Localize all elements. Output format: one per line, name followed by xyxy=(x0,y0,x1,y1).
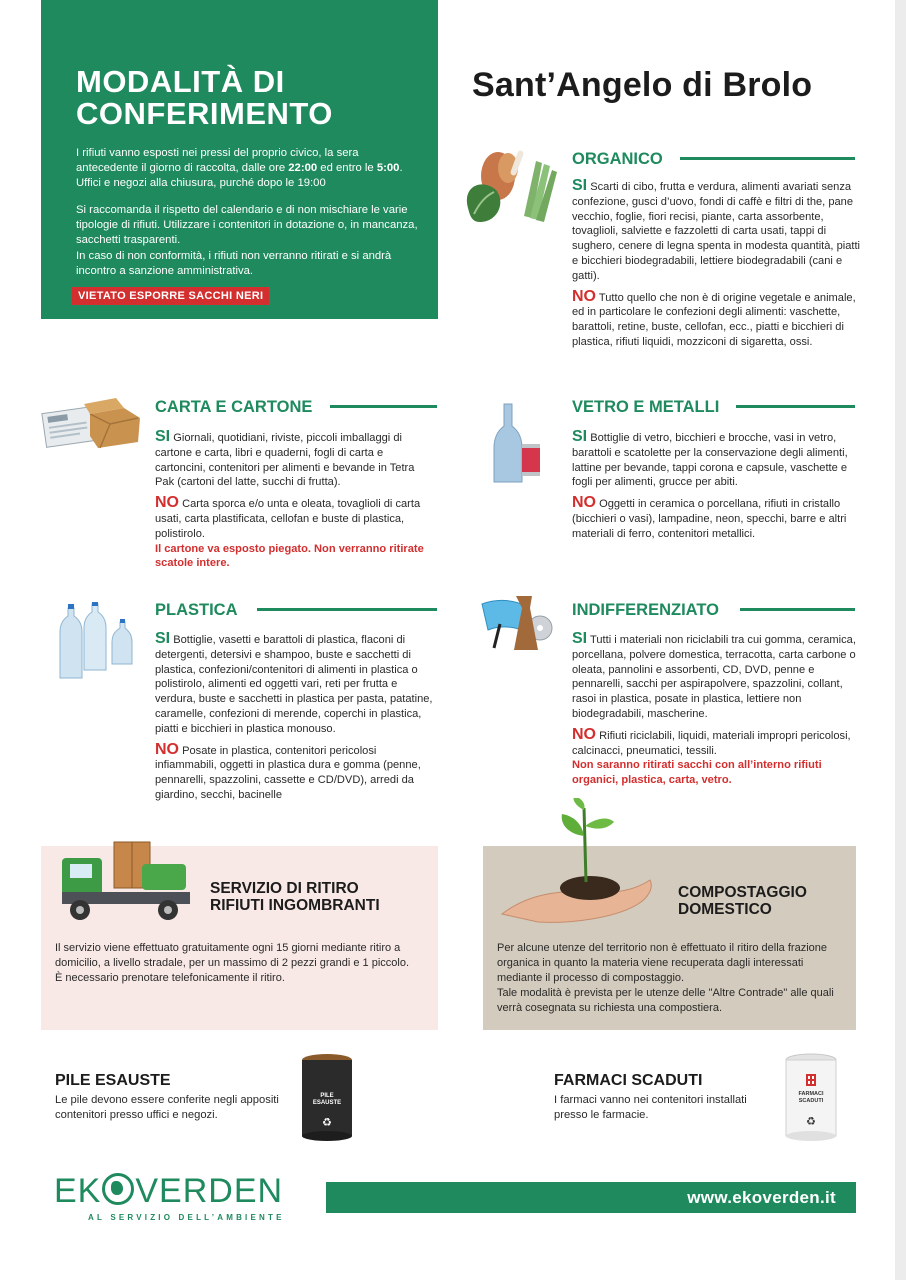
medicines-text: I farmaci vanno nei contenitori installati presso le farmacie. xyxy=(554,1094,747,1121)
paper-cardboard-icon xyxy=(40,396,144,450)
conferimento-title: MODALITÀ DI CONFERIMENTO xyxy=(76,64,333,131)
vetro-divider xyxy=(736,405,855,408)
hand-plant-icon xyxy=(498,798,658,930)
bulky-waste-text: Il servizio viene effettuato gratuitamente ogni 15 giorni mediante ritiro a domicilio, a livello stradale, per un massimo di 2 pezzi grandi e 1 piccolo. È necessario prenotare telefonicamente il ritiro. xyxy=(55,942,410,984)
medicine-bin-label-2: SCADUTI xyxy=(798,1098,824,1104)
carta-text: SI Giornali, quotidiani, riviste, piccoli imballaggi di cartone e carta, libri e quaderni, fogli di carta e cartoncini, contenitori per alimenti e bevande in Tetra Pak (cartoni del latte, succhi di frutta). NO Carta sporca e/o unta e oleata, tovaglioli di carta usati, carta plastificata, cellofan e buste di plastica, polistirolo. Il cartone va esposto piegato. Non verranno ritirate scatole intere. xyxy=(155,428,424,570)
glass-metal-icon xyxy=(486,400,552,488)
bulky-waste-title: SERVIZIO DI RITIRO RIFIUTI INGOMBRANTI xyxy=(210,880,380,914)
organic-waste-icon xyxy=(462,146,560,226)
town-title: Sant’Angelo di Brolo xyxy=(472,66,813,104)
medicines-title: FARMACI SCADUTI xyxy=(554,1072,703,1089)
website-link[interactable]: www.ekoverden.it xyxy=(687,1188,836,1207)
black-bags-warning-badge: VIETATO ESPORRE SACCHI NERI xyxy=(72,287,269,305)
carta-divider xyxy=(330,405,437,408)
conferimento-schedule-text: I rifiuti vanno esposti nei pressi del proprio civico, la sera antecedente il giorno di raccolta, dalle ore 22:00 ed entro le 5:00. Uffici e negozi alla chiusura, purché dopo le 19:00 xyxy=(76,147,403,189)
carta-title: CARTA E CARTONE xyxy=(155,398,313,416)
logo-tagline: AL SERVIZIO DELL’AMBIENTE xyxy=(88,1213,285,1222)
conferimento-panel xyxy=(41,0,438,319)
footer-bar xyxy=(326,1182,856,1213)
medicine-bin-icon xyxy=(784,1052,838,1142)
indifferenziato-divider xyxy=(740,608,855,611)
battery-bin-label-1: PILE xyxy=(320,1093,334,1099)
ekoverden-logo: EK VERDEN xyxy=(54,1172,284,1210)
svg-text:♻: ♻ xyxy=(806,1115,816,1128)
page-edge xyxy=(895,0,906,1280)
svg-text:♻: ♻ xyxy=(322,1116,332,1129)
composting-title: COMPOSTAGGIO DOMESTICO xyxy=(678,884,807,918)
globe-icon xyxy=(102,1173,134,1205)
battery-bin-label-2: ESAUSTE xyxy=(312,1100,342,1106)
organico-text: SI Scarti di cibo, frutta e verdura, alimenti avariati senza confezione, gusci d’uovo, fondi di caffè e filtri di the, pane vecchio, foglie, fiori recisi, piante, carta assorbente, tovaglioli, salviette e fazzoletti di carta usati, tappi di sughero, cenere di legna spenta in modesta quantità, piatti e bicchieri biodegradabili, lettiere biodegradabili (cani e gatti). NO Tutto quello che non è di origine vegetale e animale, ed in particolare le confezioni degli alimenti: vaschette, barattoli, retine, buste, cellofan, ecc., piatti e bicchieri di plastica, rifiuti liquidi, mozziconi di sigaretta, ossi. xyxy=(572,177,861,348)
plastica-title: PLASTICA xyxy=(155,601,238,619)
indifferenziato-title: INDIFFERENZIATO xyxy=(572,601,719,619)
unsorted-waste-icon xyxy=(480,592,564,654)
truck-icon xyxy=(58,836,194,928)
vetro-text: SI Bottiglie di vetro, bicchieri e brocche, vasi in vetro, barattoli e scatolette per la conservazione degli alimenti, lattine per bevande, tappi corona e capsule, vaschette e fogli per alimenti, grucce per abiti. NO Oggetti in ceramica o porcellana, rifiuti in cristallo (bicchieri o vasi), lampadine, neon, specchi, barre e altri materiali di ferro, contenitori metallici. xyxy=(572,428,848,540)
plastic-bottles-icon xyxy=(58,602,138,684)
composting-text: Per alcune utenze del territorio non è effettuato il ritiro della frazione organica in quanto la materia viene recuperata dagli interessati mediante il processo di compostaggio. Tale modalità è prevista per le utenze delle "Altre Contrade" alle quali verrà cosegnata su richiesta una compostiera. xyxy=(497,942,834,1014)
batteries-text: Le pile devono essere conferite negli appositi contenitori presso uffici e negozi. xyxy=(55,1094,279,1121)
conferimento-rules-text: Si raccomanda il rispetto del calendario e di non mischiare le varie tipologie di rifiuti. Utilizzare i contenitori in dotazione o, in mancanza, sacchetti trasparenti. In caso di non conformità, i rifiuti non verranno ritirati e si andrà incontro a sanzione amministrativa. xyxy=(76,204,418,277)
indifferenziato-text: SI Tutti i materiali non riciclabili tra cui gomma, ceramica, porcellana, polvere domestica, terracotta, carta carbone o oleata, pannolini e assorbenti, CD, DVD, penne e pennarelli, sacchi per aspirapolvere, spazzolini, collant, rasoi in plastica, posate in plastica, lettiere non biodegradabili, mascherine. NO Rifiuti riciclabili, liquidi, materiali impropri pericolosi, calcinacci, pneumatici, tessili. Non saranno ritirati sacchi con all’interno rifiuti organici, plastica, carta, vetro. xyxy=(572,630,856,787)
battery-bin-icon xyxy=(300,1052,354,1142)
batteries-title: PILE ESAUSTE xyxy=(55,1072,171,1089)
vetro-title: VETRO E METALLI xyxy=(572,398,720,416)
medicine-bin-label-1: FARMACI xyxy=(798,1091,824,1097)
plastica-text: SI Bottiglie, vasetti e barattoli di plastica, flaconi di detergenti, detersivi e shampoo, buste e sacchetti di plastica, confezioni/contenitori di alimenti in plastica o polistirolo, alimenti ed oggetti vari, reti per frutta e verdura, buste e sacchetti in plastica per pasta, patatine, caramelle, confezioni di merende, coperchi in plastica, piatti e bicchieri in plastica monouso. NO Posate in plastica, contenitori pericolosi infiammabili, oggetti in plastica dura e gomma (penne, pennarelli, spazzolini, cassette e CD/DVD), arredi da giardino, secchi, bacinelle xyxy=(155,630,433,801)
organico-divider xyxy=(680,157,855,160)
plastica-divider xyxy=(257,608,437,611)
organico-title: ORGANICO xyxy=(572,150,663,168)
